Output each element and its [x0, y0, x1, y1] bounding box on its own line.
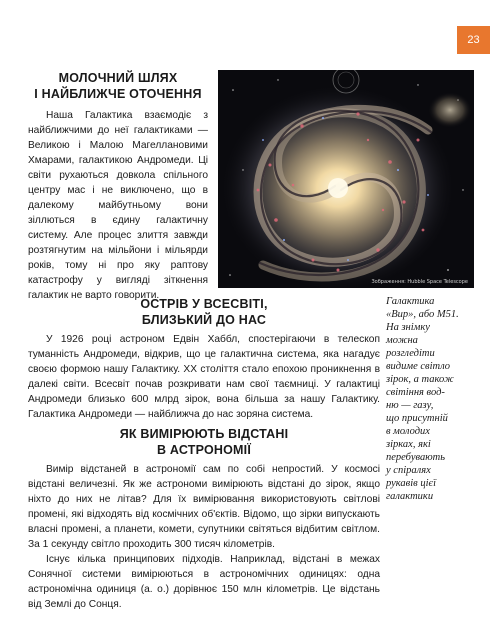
section1-heading	[28, 70, 208, 102]
section2-body	[28, 332, 380, 422]
caption-line: Галактика	[386, 296, 435, 307]
caption-line: На знімку	[386, 322, 430, 333]
caption-line: зірок, а також	[386, 374, 454, 385]
caption-line: що присутній	[386, 413, 448, 424]
section3-heading-line1: ЯК ВИМІРЮЮТЬ ВІДСТАНІ	[119, 427, 289, 441]
caption-line: «Вир», або M51.	[386, 309, 459, 320]
caption-line: зірках, які	[386, 439, 431, 450]
page-number: 23	[467, 34, 480, 46]
section1-heading-line1: МОЛОЧНИЙ ШЛЯХ	[58, 71, 178, 85]
caption-line: галактики	[386, 491, 434, 502]
caption-line: світіння вод-	[386, 387, 445, 398]
section2-heading	[28, 296, 380, 328]
section2-heading-line2: БЛИЗЬКИЙ ДО НАС	[141, 313, 267, 327]
section3-body	[28, 462, 380, 612]
section1-body	[28, 108, 208, 303]
caption-line: розгледіти	[386, 348, 435, 359]
caption-line: в молодих	[386, 426, 430, 437]
caption-line: ню — газу,	[386, 400, 434, 411]
galaxy-photo	[218, 70, 474, 288]
section3-paragraph-1: Вимір відстаней в астрономії сам по собі непростий. У космосі відстані величезні. Як же астрономи вимірюють відстані до зірок, якщо ніхто до них не літав? Для їх вимірювання використовують світлові промені, які відходять від космічних об'єктів. Відомо, що зірки випускають власні промені, а планети, комети, супутники світяться відбитим світлом. За 1 секунду світло проходить 300 тисяч кілометрів.	[28, 464, 380, 550]
caption-line: можна	[386, 335, 418, 346]
photo-caption	[386, 295, 486, 503]
section1-heading-line2: І НАЙБЛИЖЧЕ ОТОЧЕННЯ	[34, 87, 202, 101]
caption-line: видиме світло	[386, 361, 451, 372]
whirlpool-galaxy-image	[218, 70, 474, 288]
caption-line: у спіралях	[386, 465, 431, 476]
section3-heading-line2: В АСТРОНОМІЇ	[157, 443, 251, 457]
section1-paragraph: Наша Галактика взаємодіє з найближчими до неї галактиками — Великою і Малою Магеллановими Хмарами, галактикою Андромеди. Ці світи рухаються довкола спільного центру мас і не виключено, що в далекому майбутньому вони зіллються в єдину галактичну систему. Але процес злиття завжди розтягнутим на мільйони і мільярди років, тому ні про яку раптову катастрофу у вигляді зіткнення галактик не варто говорити.	[28, 110, 208, 301]
photo-credit: Зображення: Hubble Space Telescope	[371, 279, 468, 285]
caption-line: рукавів цієї	[386, 478, 436, 489]
section2-heading-line1: ОСТРІВ У ВСЕСВІТІ,	[140, 297, 268, 311]
caption-line: перебувають	[386, 452, 445, 463]
section3-paragraph-2: Існує кілька принципових підходів. Наприклад, відстані в межах Сонячної системи вимірюються в астрономічних одиницях: одна астрономічна одиниця (а. о.) дорівнює 150 млн кілометрів. Це відстань від Землі до Сонця.	[28, 554, 380, 610]
section3-heading	[28, 426, 380, 458]
page-number-badge	[457, 26, 490, 54]
section2-paragraph: У 1926 році астроном Едвін Хаббл, спостерігаючи в телескоп туманність Андромеди, відкрив, що це галактична система, яка нагадує своєю формою нашу Галактику. XX століття стало епохою проникнення в далекі світи. Всесвіт почав розкривати нам свої таємниці. У галактиці Андромеди близько 600 млрд зірок, вона більша за нашу Галактику. Галактика Андромеди — найближча до нас зоряна система.	[28, 334, 380, 420]
